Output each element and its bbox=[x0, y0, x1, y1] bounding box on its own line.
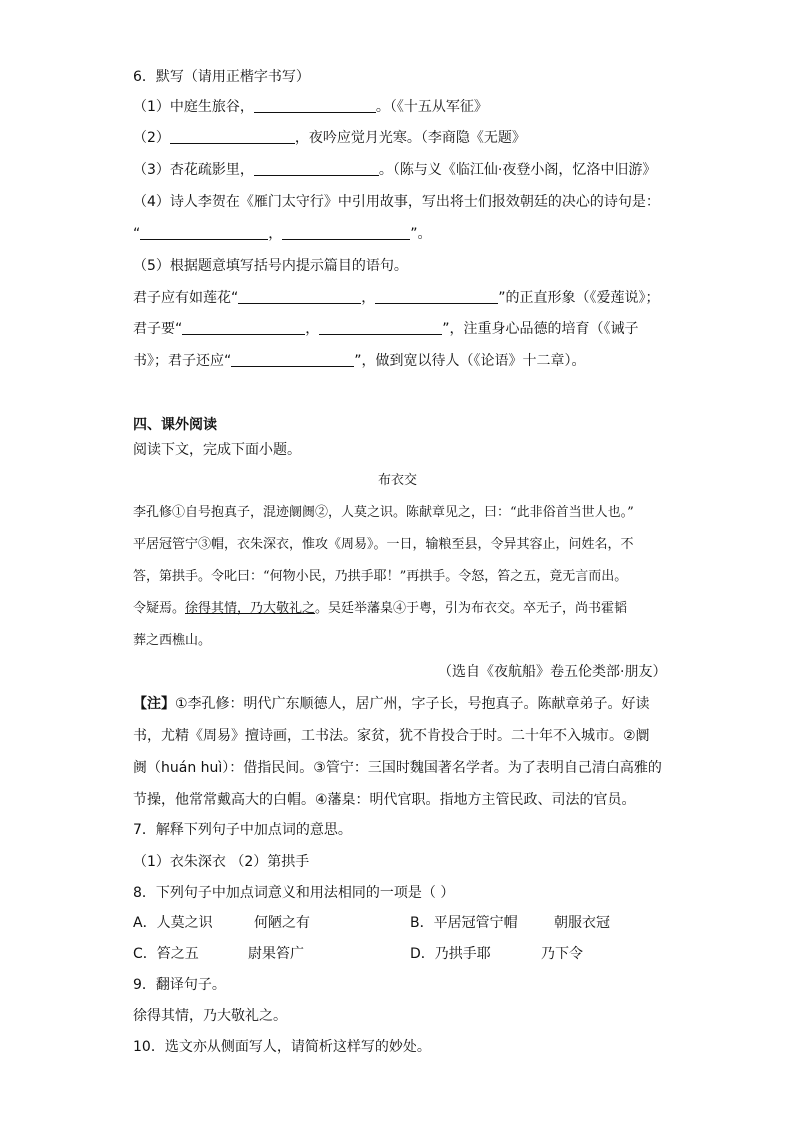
q8-option-d[interactable] bbox=[410, 944, 491, 964]
q8-option-b[interactable] bbox=[410, 913, 518, 933]
q10-title: 10．选文亦从侧面写人，请简析这样写的妙处。 bbox=[133, 1039, 431, 1055]
q8-option-a[interactable] bbox=[133, 913, 213, 933]
passage-line-4 bbox=[133, 599, 627, 619]
note-label: 【注】 bbox=[133, 696, 175, 712]
answer-blank[interactable] bbox=[238, 289, 361, 304]
passage-text: 令疑焉。 bbox=[133, 601, 186, 616]
instruction: 阅读下文，完成下面小题。 bbox=[133, 442, 301, 458]
answer-blank[interactable] bbox=[254, 98, 376, 113]
note-line-1 bbox=[133, 694, 650, 714]
q6-item-3-pre: （3）杏花疏影里， bbox=[133, 162, 254, 178]
close-quote: ”。 bbox=[410, 226, 432, 242]
comma: ， bbox=[305, 321, 320, 337]
underlined-sentence: 徐得其情，乃大敬礼之 bbox=[185, 601, 316, 616]
q8-option-a-2: 何陋之有 bbox=[254, 915, 310, 931]
q6-item-4-answer bbox=[133, 224, 432, 244]
q6-item-2-post: ，夜吟应觉月光寒。（李商隐《无题》 bbox=[294, 130, 526, 146]
q6-item-5: （5）根据题意填写括号内提示篇目的语句。 bbox=[133, 258, 408, 274]
answer-blank[interactable] bbox=[170, 129, 295, 144]
q6-item-2 bbox=[133, 128, 526, 148]
comma: ， bbox=[361, 290, 376, 306]
passage-line-5: 葬之西樵山。 bbox=[133, 633, 212, 648]
q8-option-b-2: 朝服衣冠 bbox=[554, 915, 610, 931]
note-line-3: 阓（huán huì）：借指民间。③管宁：三国时魏国著名学者。为了表明自己清白高雅的 bbox=[133, 760, 662, 776]
passage-line-3: 答，第拱手。令叱曰：“何物小民，乃拱手耶！”再拱手。令怒，笞之五，竟无言而出。 bbox=[133, 569, 628, 584]
answer-blank[interactable] bbox=[182, 320, 305, 335]
note-line-4: 节操，他常常戴高大的白帽。④藩臬：明代官职。指地方主管民政、司法的官员。 bbox=[133, 792, 636, 808]
answer-blank[interactable] bbox=[319, 320, 442, 335]
q6-item-1-post: 。（《十五从军征》 bbox=[375, 99, 488, 115]
q6-item-5-row-1 bbox=[133, 288, 660, 308]
answer-blank[interactable] bbox=[140, 225, 268, 240]
row-post: ”的正直形象（《爱莲说》； bbox=[498, 290, 660, 306]
passage-line-2: 平居冠管宁③帽，衣朱深衣，惟攻《周易》。一日，输粮至县，令异其容止，问姓名，不 bbox=[133, 537, 634, 552]
passage-source: （选自《夜航船》卷五伦类部·朋友） bbox=[438, 664, 667, 680]
q6-item-1 bbox=[133, 97, 488, 117]
q9-title: 9．翻译句子。 bbox=[133, 977, 226, 993]
q7-title: 7．解释下列句子中加点词的意思。 bbox=[133, 822, 352, 838]
q6-item-4: （4）诗人李贺在《雁门太守行》中引用故事，写出将士们报效朝廷的决心的诗句是： bbox=[133, 194, 660, 210]
row-pre: 君子应有如莲花“ bbox=[133, 290, 239, 306]
answer-blank[interactable] bbox=[231, 352, 354, 367]
passage-line-1: 李孔修①自号抱真子，混迹阛阓②，人莫之识。陈献章见之，曰：“此非俗首当世人也。” bbox=[133, 505, 634, 520]
q6-item-2-pre: （2） bbox=[133, 130, 170, 146]
answer-blank[interactable] bbox=[375, 289, 498, 304]
answer-blank[interactable] bbox=[282, 225, 410, 240]
note-text: ①李孔修：明代广东顺德人，居广州，字子长，号抱真子。陈献章弟子。好读 bbox=[175, 696, 650, 712]
q6-item-3 bbox=[133, 160, 656, 180]
q8-option-d-2: 乃下令 bbox=[541, 946, 583, 962]
q7-items: （1）衣朱深衣 （2）第拱手 bbox=[133, 854, 310, 870]
q6-item-3-post: 。（陈与义《临江仙·夜登小阁，忆洛中旧游》 bbox=[378, 162, 657, 178]
row-post: ”，做到宽以待人（《论语》十二章）。 bbox=[354, 353, 586, 369]
q6-item-1-pre: （1）中庭生旅谷， bbox=[133, 99, 254, 115]
q9-sentence: 徐得其情，乃大敬礼之。 bbox=[133, 1008, 287, 1024]
option-d-text-1: D．乃拱手耶 bbox=[410, 946, 491, 962]
q6-item-5-row-3 bbox=[133, 351, 586, 371]
q8-title: 8．下列句子中加点词意义和用法相同的一项是（ ） bbox=[133, 885, 455, 901]
answer-blank[interactable] bbox=[254, 161, 379, 176]
note-line-2: 书，尤精《周易》擅诗画，工书法。家贫，犹不肯投合于时。二十年不入城市。②阛 bbox=[133, 728, 650, 744]
passage-title: 布衣交 bbox=[378, 473, 418, 488]
row-pre: 书》；君子还应“ bbox=[133, 353, 232, 369]
option-b-text-1: B．平居冠管宁帽 bbox=[410, 915, 518, 931]
open-quote: “ bbox=[133, 226, 141, 242]
row-pre: 君子要“ bbox=[133, 321, 183, 337]
row-post: ”，注重身心品德的培育（《诫子 bbox=[442, 321, 639, 337]
q6-item-5-row-2 bbox=[133, 319, 639, 339]
option-a-text-1: A．人莫之识 bbox=[133, 915, 213, 931]
q8-option-c[interactable] bbox=[133, 944, 199, 964]
passage-text: 。吴廷举藩臬④于粤，引为布衣交。卒无子，尚书霍韬 bbox=[315, 601, 628, 616]
section-heading: 四、课外阅读 bbox=[133, 417, 217, 433]
option-c-text-1: C．笞之五 bbox=[133, 946, 199, 962]
comma: ， bbox=[268, 226, 283, 242]
q6-title: 6．默写（请用正楷字书写） bbox=[133, 69, 310, 85]
q8-option-c-2: 尉果笞广 bbox=[248, 946, 304, 962]
